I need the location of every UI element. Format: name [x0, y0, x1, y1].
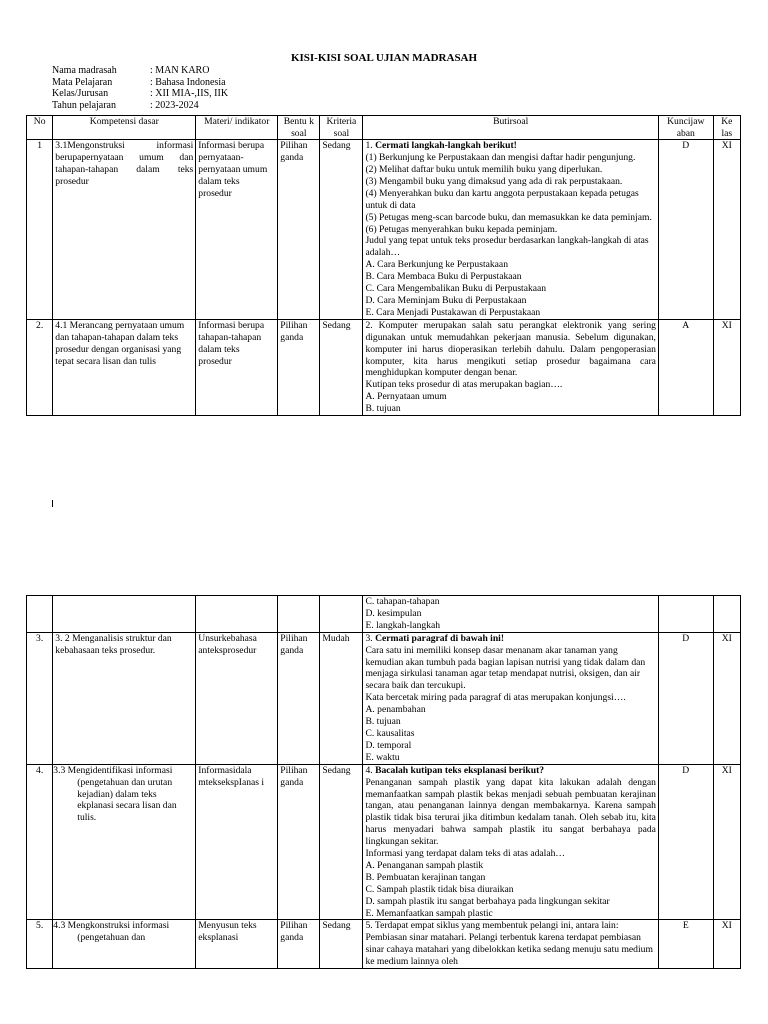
- answer-option: E. waktu: [365, 751, 400, 763]
- header-butir: Butirsoal: [363, 116, 658, 140]
- question-number: 4.: [365, 764, 373, 776]
- header-kelas: Ke las: [713, 116, 740, 140]
- question-grid-table-continued: [26, 595, 741, 969]
- question-number: 5.: [365, 920, 373, 932]
- answer-option: B. tujuan: [365, 716, 401, 728]
- row-butir: [363, 319, 658, 415]
- row-butir: [363, 764, 658, 920]
- header-no: No: [27, 116, 53, 140]
- answer-option: A. Cara Berkunjung ke Perpustakaan: [365, 259, 508, 271]
- header-bentuk: Bentu k soal: [278, 116, 320, 140]
- answer-option: E. Memanfaatkan sampah plastic: [365, 907, 493, 919]
- row-no: 1: [27, 140, 53, 320]
- question-text: Komputer merupakan salah satu perangkat elektronik yang sering digunakan untuk memudahkan pekerjaan manusia. Sebelum digunakan, komputer ini harus dioperasikan terlebih dahulu. Dalam pengoperasian komputer, kita harus mengikuti setiap prosedur bagaimana cara menghidupkan komputer dengan benar.: [365, 319, 656, 379]
- row-kompetensi: 3.1Mengonstruksi informasi berupapernyataan umum dan tahapan-tahapan dalam teks prosedur: [53, 140, 196, 320]
- meta-value: : MAN KARO: [150, 65, 210, 76]
- answer-option: C. kausalitas: [365, 727, 415, 739]
- row-kelas: XI: [713, 140, 740, 320]
- question-line: (5) Petugas meng-scan barcode buku, dan memasukkan ke data peminjam.: [365, 211, 652, 223]
- row-kunci: E: [658, 920, 713, 969]
- row-kriteria: Sedang: [320, 319, 363, 415]
- question-line: Kutipan teks prosedur di atas merupakan bagian….: [365, 379, 563, 391]
- row-kelas: XI: [713, 764, 740, 920]
- answer-option: D. temporal: [365, 739, 412, 751]
- answer-option: D. sampah plastik itu sangat berbahaya pada lingkungan sekitar: [365, 895, 610, 907]
- answer-option: E. langkah-langkah: [365, 619, 441, 631]
- empty-cell: [196, 596, 278, 633]
- document-title: KISI-KISI SOAL UJIAN MADRASAH: [290, 52, 478, 64]
- question-grid-table: [26, 115, 741, 416]
- question-lead: Cermati langkah-langkah berikut!: [375, 140, 517, 152]
- table-row: [27, 632, 741, 764]
- row-bentuk: Pilihan ganda: [278, 632, 320, 764]
- answer-option: E. Cara Menjadi Pustakawan di Perpustakaan: [365, 306, 541, 318]
- row-kunci: A: [658, 319, 713, 415]
- row-kelas: XI: [713, 632, 740, 764]
- answer-option: B. Cara Membaca Buku di Perpustakaan: [365, 271, 522, 283]
- answer-option: C. Cara Mengembalikan Buku di Perpustakaan: [365, 283, 547, 295]
- table-row: [27, 764, 741, 920]
- row-materi: Informasi berupa pernyataan-pernyataan umum dalam teks prosedur: [196, 140, 278, 320]
- row-kelas: XI: [713, 920, 740, 969]
- question-line: Penanganan sampah plastik yang dapat kita lakukan adalah dengan memanfaatkan sampah plastik bekas menjadi sebuah pembuatan kerajinan tangan, atau penanganan lainnya dengan membakarnya. Karena sampah plastik tidak bisa terurai jika ditimbun kedalam tanah. Oleh sebab itu, kita harus menyadari bahwa sampah plastik itu sangat berbahaya pada lingkungan sekitar.: [365, 776, 656, 848]
- document-meta: [52, 65, 228, 111]
- row-materi: Unsurkebahasa anteksprosedur: [196, 632, 278, 764]
- question-line: (3) Mengambil buku yang dimaksud yang ada di rak perpustakaan.: [365, 175, 623, 187]
- row-kelas: XI: [713, 319, 740, 415]
- question-line: Informasi yang terdapat dalam teks di atas adalah…: [365, 848, 565, 860]
- answer-option: A. Pernyataan umum: [365, 391, 447, 403]
- row-kompetensi: 4.3 Mengkonstruksi informasi (pengetahuan dan: [53, 920, 196, 969]
- question-line: Judul yang tepat untuk teks prosedur berdasarkan langkah-langkah di atas adalah…: [365, 235, 649, 259]
- meta-value: : XII MIA-,IIS, IIK: [150, 88, 229, 100]
- question-line: Kata bercetak miring pada paragraf di atas merupakan konjungsi….: [365, 692, 626, 704]
- meta-label: Mata Pelajaran: [52, 76, 113, 88]
- question-line: (4) Menyerahkan buku dan kartu anggota perpustakaan kepada petugas untuk di data: [365, 187, 639, 211]
- question-text: Terdapat empat siklus yang membentuk pelangi ini, antara lain: Pembiasan sinar matahari. Pelangi terbentuk karena terdapat pembiasan sinar cahaya matahari yang dibelokkan ketika sedang menuju satu medium ke medium lainnya oleh: [365, 920, 653, 968]
- table-row: [27, 140, 741, 320]
- question-number: 3.: [365, 632, 373, 644]
- header-kriteria: Kriteria soal: [320, 116, 363, 140]
- answer-option: C. tahapan-tahapan: [365, 596, 440, 607]
- row-butir: [363, 140, 658, 320]
- row-kriteria: Mudah: [320, 632, 363, 764]
- answer-option: A. Penanganan sampah plastik: [365, 859, 484, 871]
- row-no: 2.: [27, 319, 53, 415]
- row-materi: Informasidala mteksekspIanas i: [196, 764, 278, 920]
- row-kunci: D: [658, 140, 713, 320]
- header-kompetensi: Kompetensi dasar: [53, 116, 196, 140]
- question-lead: Bacalah kutipan teks eksplanasi berikut?: [375, 764, 545, 776]
- row-bentuk: Pilihan ganda: [278, 140, 320, 320]
- question-number: 1.: [365, 140, 373, 152]
- answer-option: D. kesimpulan: [365, 607, 422, 619]
- table-header-row: [27, 116, 741, 140]
- row-no: 5.: [27, 920, 53, 969]
- row-kunci: D: [658, 764, 713, 920]
- empty-cell: [27, 596, 53, 633]
- question-number: 2.: [365, 319, 373, 331]
- row-no: 3.: [27, 632, 53, 764]
- answer-option: C. Sampah plastik tidak bisa diuraikan: [365, 883, 514, 895]
- table-row: [27, 596, 741, 633]
- row-kompetensi: 3. 2 Menganalisis struktur dan kebahasaan teks prosedur.: [53, 632, 196, 764]
- header-materi: Materi/ indikator: [196, 116, 278, 140]
- row-kompetensi: 3.3 Mengidentifikasi informasi (pengetahuan dan urutan kejadian) dalam teks ekplanasi secara lisan dan tulis.: [53, 764, 196, 920]
- meta-row: [52, 77, 228, 89]
- meta-label: Tahun pelajaran: [52, 99, 116, 111]
- row-kriteria: Sedang: [320, 140, 363, 320]
- answer-option: D. Cara Meminjam Buku di Perpustakaan: [365, 294, 527, 306]
- meta-row: [52, 65, 228, 77]
- row-bentuk: Pilihan ganda: [278, 319, 320, 415]
- empty-cell: [53, 596, 196, 633]
- row-butir: [363, 632, 658, 764]
- question-line: (1) Berkunjung ke Perpustakaan dan mengisi daftar hadir pengunjung.: [365, 152, 636, 164]
- table-row: [27, 319, 741, 415]
- table-row: [27, 920, 741, 969]
- question-line: Cara satu ini memiliki konsep dasar menanam akar tanaman yang kemudian akan tumbuh pada bagian lapisan nutrisi yang tidak dalam dan menjaga sirkulasi tanaman agar tetap mendapat nutrisi, oksigen, dan air secara baik dan tercukupi.: [365, 644, 646, 692]
- row-materi: Menyusun teks eksplanasi: [196, 920, 278, 969]
- meta-value: : Bahasa Indonesia: [150, 76, 226, 88]
- row-kriteria: Sedang: [320, 764, 363, 920]
- empty-cell: [320, 596, 363, 633]
- row-bentuk: Pilihan ganda: [278, 764, 320, 920]
- meta-row: [52, 100, 228, 112]
- row-butir: [363, 920, 658, 969]
- answer-option: B. tujuan: [365, 403, 401, 415]
- page-mark: [52, 500, 53, 507]
- meta-value: : 2023-2024: [150, 99, 199, 111]
- header-kunci: Kuncijaw aban: [658, 116, 713, 140]
- question-line: (2) Melihat daftar buku untuk memilih buku yang diperlukan.: [365, 164, 603, 175]
- row-kriteria: Sedang: [320, 920, 363, 969]
- answer-option: B. Pembuatan kerajinan tangan: [365, 871, 486, 883]
- empty-cell: [713, 596, 740, 633]
- row-no: 4.: [27, 764, 53, 920]
- question-line: (6) Petugas menyerahkan buku kepada peminjam.: [365, 223, 558, 235]
- row-kunci: D: [658, 632, 713, 764]
- empty-cell: [658, 596, 713, 633]
- empty-cell: [278, 596, 320, 633]
- meta-label: Nama madrasah: [52, 65, 117, 76]
- answer-option: A. penambahan: [365, 704, 426, 716]
- row-butir: [363, 596, 658, 633]
- row-kompetensi: 4.1 Merancang pernyataan umum dan tahapan-tahapan dalam teks prosedur dengan organisasi yang tepat secara lisan dan tulis: [53, 319, 196, 415]
- meta-label: Kelas/Jurusan: [52, 88, 109, 100]
- row-bentuk: Pilihan ganda: [278, 920, 320, 969]
- row-materi: Informasi berupa tahapan-tahapan dalam teks prosedur: [196, 319, 278, 415]
- question-lead: Cermati paragraf di bawah ini!: [375, 632, 505, 644]
- meta-row: [52, 88, 228, 100]
